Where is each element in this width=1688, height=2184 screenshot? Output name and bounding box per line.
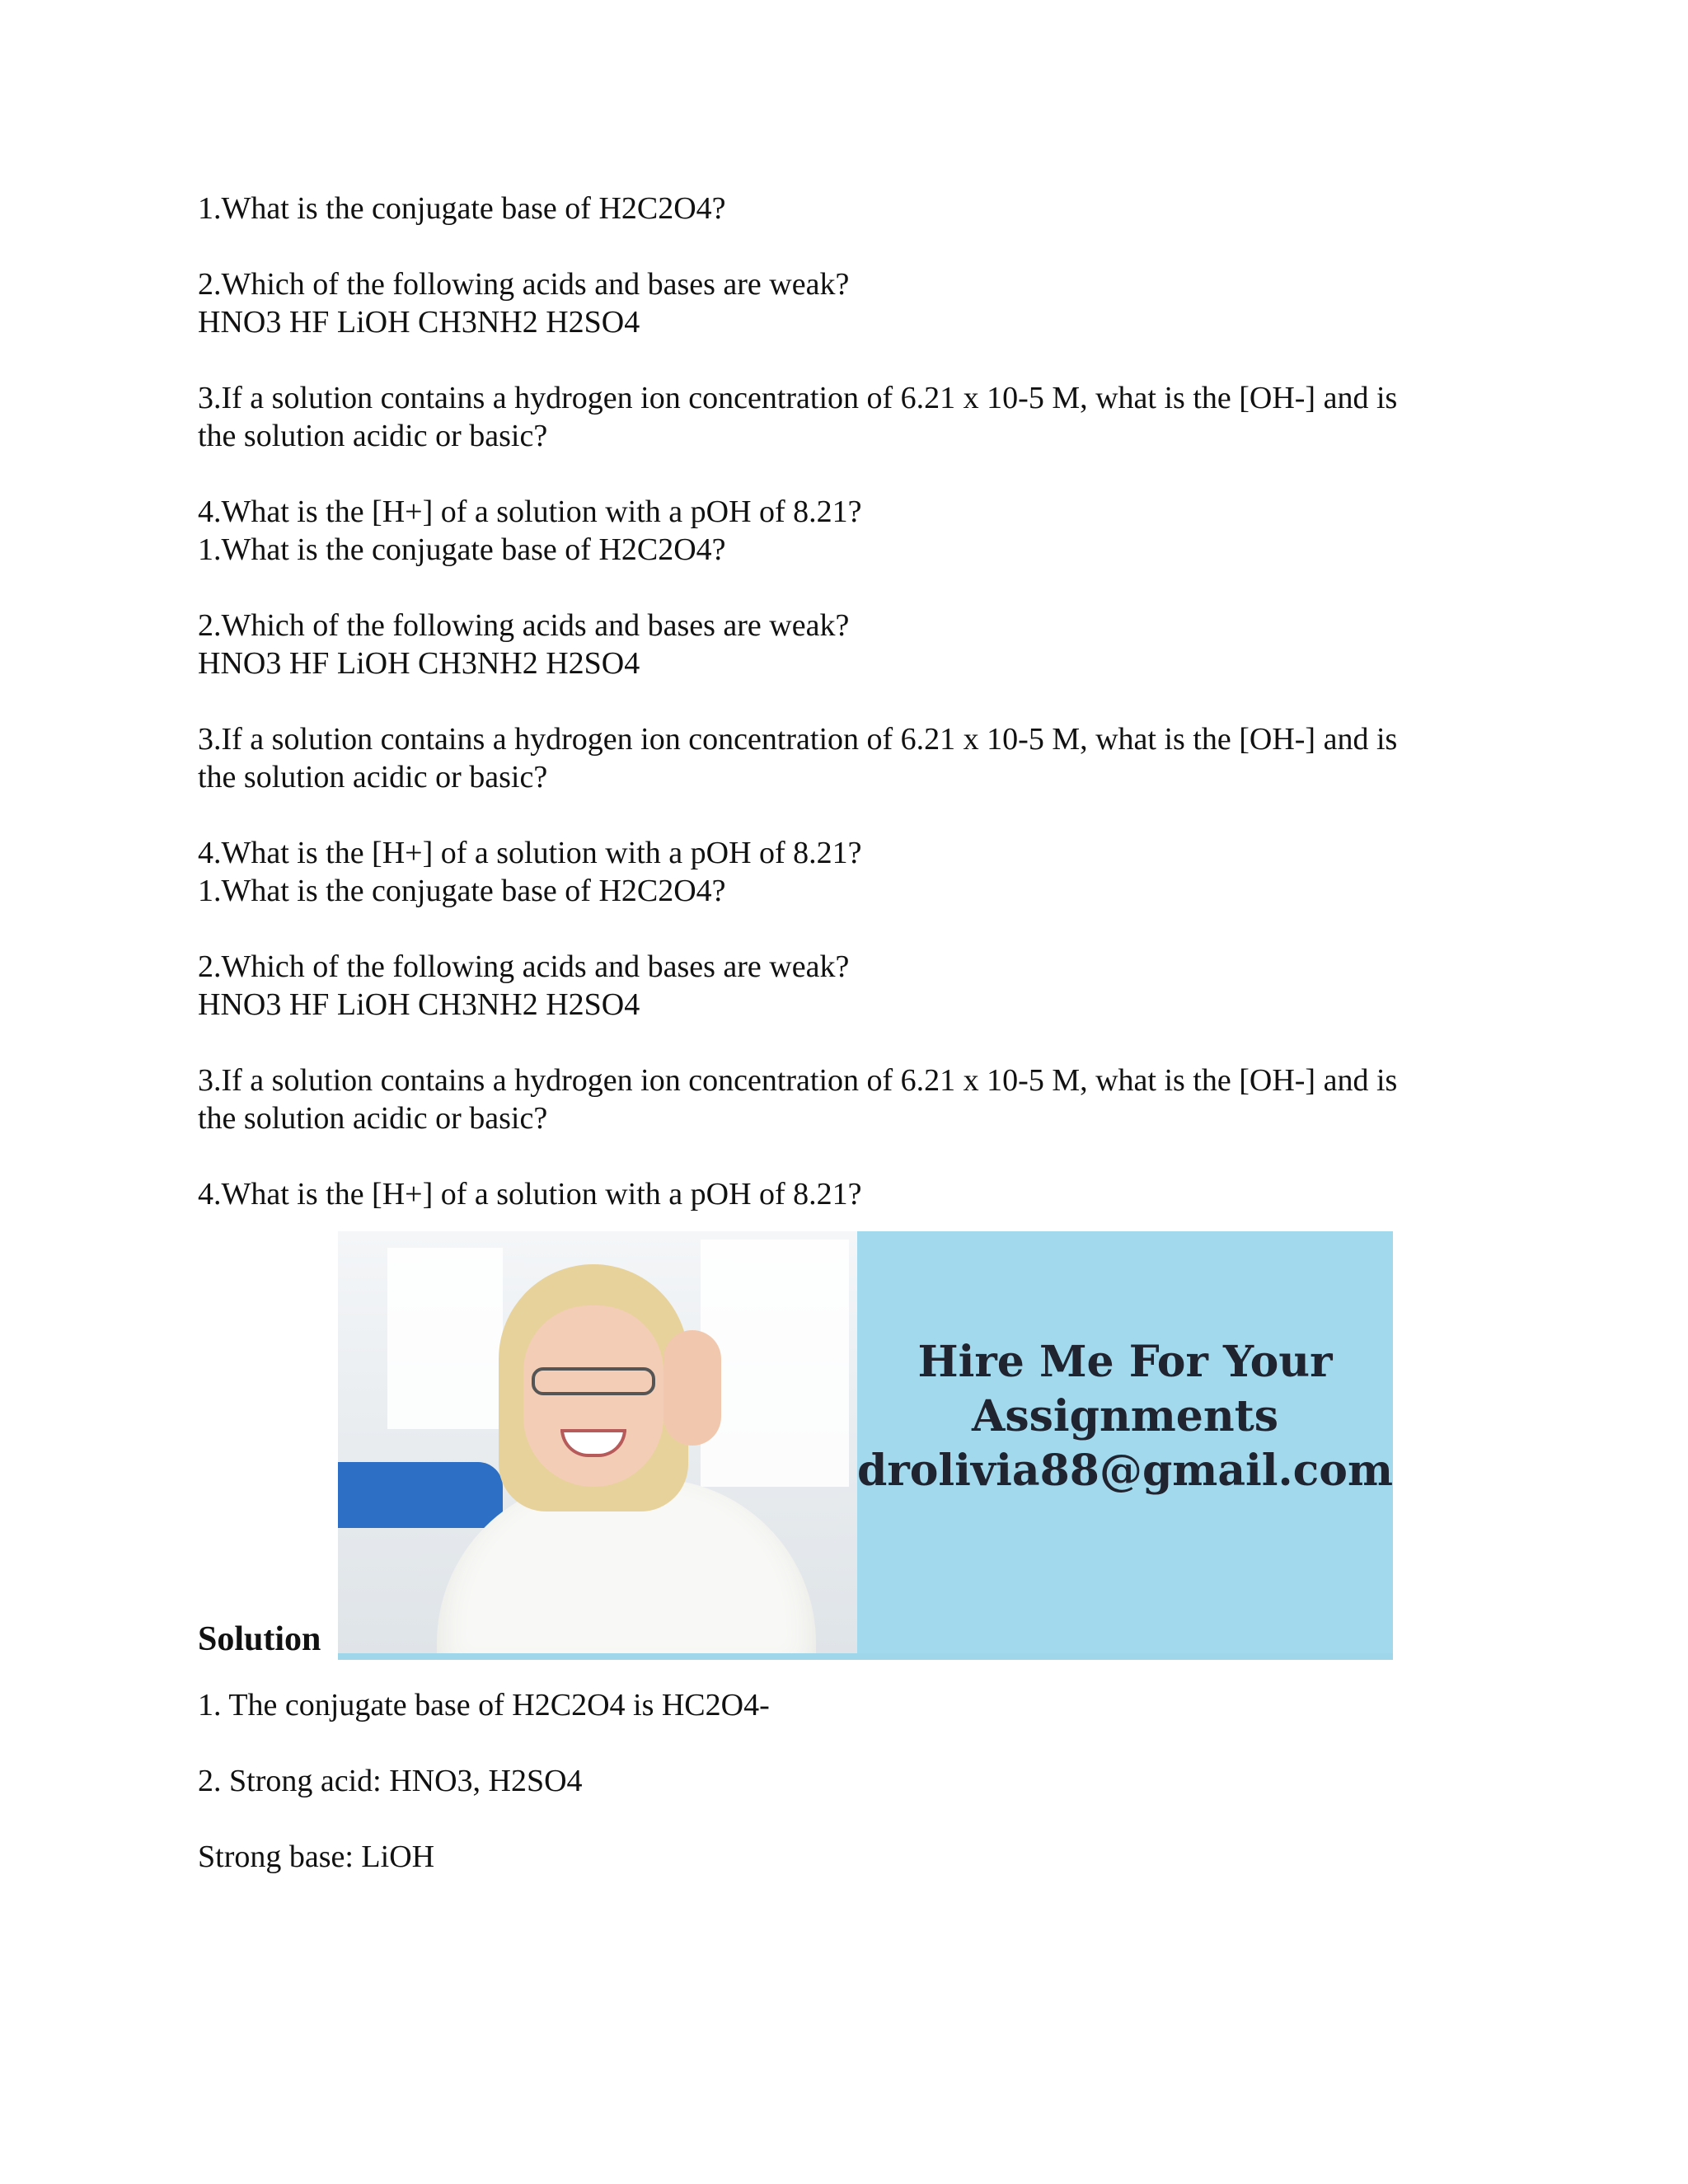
question-2-items: HNO3 HF LiOH CH3NH2 H2SO4 — [198, 646, 640, 681]
question-3-line-2: the solution acidic or basic? — [198, 1101, 548, 1136]
answer-2: 2. Strong acid: HNO3, H2SO4 — [198, 1764, 583, 1798]
question-4: 4.What is the [H+] of a solution with a pOH of 8.21? — [198, 494, 862, 529]
question-3-line-2: the solution acidic or basic? — [198, 760, 548, 794]
solution-answers — [198, 1686, 1517, 1876]
question-3-line-1: 3.If a solution contains a hydrogen ion concentration of 6.21 x 10-5 M, what is the [OH-] and is — [198, 381, 1398, 415]
question-2-items: HNO3 HF LiOH CH3NH2 H2SO4 — [198, 987, 640, 1022]
glasses-icon — [532, 1367, 655, 1395]
question-3-line-2: the solution acidic or basic? — [198, 419, 548, 453]
question-4: 4.What is the [H+] of a solution with a pOH of 8.21? — [198, 1177, 862, 1212]
question-2: 2.Which of the following acids and bases are weak? — [198, 608, 850, 643]
question-2-items: HNO3 HF LiOH CH3NH2 H2SO4 — [198, 305, 640, 340]
question-3-line-1: 3.If a solution contains a hydrogen ion concentration of 6.21 x 10-5 M, what is the [OH-] and is — [198, 722, 1398, 757]
question-block-1 — [198, 190, 1517, 531]
solution-row — [198, 1231, 1517, 1660]
question-1: 1.What is the conjugate base of H2C2O4? — [198, 532, 726, 567]
ad-headline-1: Hire Me For Your — [917, 1337, 1333, 1387]
question-3-line-1: 3.If a solution contains a hydrogen ion concentration of 6.21 x 10-5 M, what is the [OH-] and is — [198, 1063, 1398, 1098]
document-page — [198, 190, 1517, 1876]
ad-email[interactable]: drolivia88@gmail.com — [856, 1446, 1393, 1496]
solution-heading: Solution — [198, 1620, 321, 1658]
ad-bottom-bar — [338, 1653, 1393, 1660]
blue-chair-shape — [338, 1462, 503, 1528]
question-1: 1.What is the conjugate base of H2C2O4? — [198, 874, 726, 908]
ad-text-panel — [857, 1231, 1393, 1660]
advertisement-banner[interactable] — [338, 1231, 1393, 1660]
ad-headline-2: Assignments — [971, 1391, 1278, 1441]
question-block-3 — [198, 872, 1517, 1213]
question-1: 1.What is the conjugate base of H2C2O4? — [198, 191, 726, 226]
question-block-2 — [198, 531, 1517, 872]
question-2: 2.Which of the following acids and bases are weak? — [198, 267, 850, 302]
answer-2-strong-base: Strong base: LiOH — [198, 1840, 435, 1874]
question-4: 4.What is the [H+] of a solution with a pOH of 8.21? — [198, 836, 862, 870]
question-2: 2.Which of the following acids and bases are weak? — [198, 949, 850, 984]
ad-photo — [338, 1231, 857, 1660]
answer-1: 1. The conjugate base of H2C2O4 is HC2O4- — [198, 1688, 770, 1722]
